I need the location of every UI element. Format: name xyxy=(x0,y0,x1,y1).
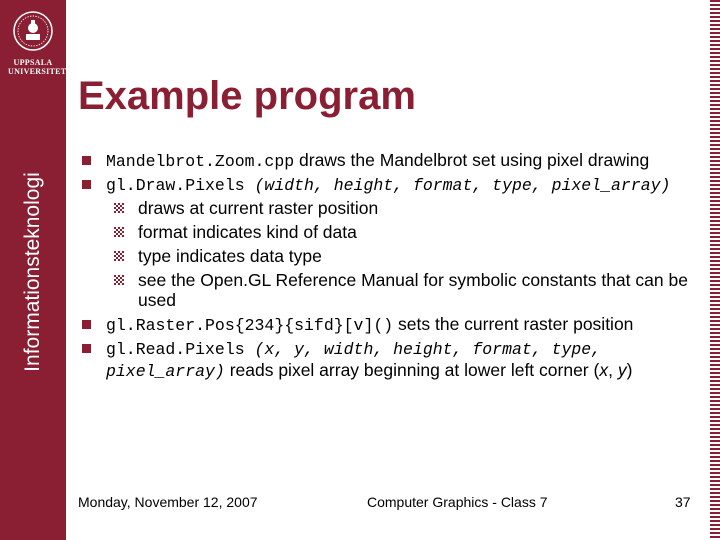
footer-course: Computer Graphics - Class 7 xyxy=(367,494,548,510)
sub-bullet-3-text: type indicates data type xyxy=(138,246,322,266)
logo-line-1: UPPSALA xyxy=(13,58,53,67)
bullet-2 xyxy=(80,174,710,196)
slide-title: Example program xyxy=(78,74,416,118)
sub-bullet-4 xyxy=(80,270,710,310)
bullet-4 xyxy=(80,338,710,382)
bullet-3 xyxy=(80,314,710,336)
bullet-3-text: sets the current raster position xyxy=(393,314,634,334)
bullet-4-code: gl.Read.Pixels xyxy=(106,340,245,359)
bullet-2-code: gl.Draw.Pixels xyxy=(106,176,245,195)
sub-bullet-4-text: see the Open.GL Reference Manual for symbolic constants that can be used xyxy=(138,270,688,310)
logo-line-2: UNIVERSITET xyxy=(8,67,67,76)
university-logo xyxy=(8,10,67,100)
sub-bullet-2-text: format indicates kind of data xyxy=(138,222,357,242)
footer-date: Monday, November 12, 2007 xyxy=(78,494,258,510)
square-bullet-icon xyxy=(82,320,91,329)
bullet-4-x: x xyxy=(599,360,609,380)
sub-bullet-2 xyxy=(80,222,710,242)
sub-bullet-1-text: draws at current raster position xyxy=(138,198,379,218)
sidebar xyxy=(0,0,66,540)
bullet-1-code: Mandelbrot.Zoom.cpp xyxy=(106,152,295,171)
square-bullet-icon xyxy=(82,180,91,189)
bullet-1-text: draws the Mandelbrot set using pixel drawing xyxy=(294,150,650,170)
dot-bullet-icon xyxy=(114,251,124,261)
bullet-4-comma: , xyxy=(608,360,618,380)
bullet-4-text: reads pixel array beginning at lower left corner ( xyxy=(224,360,600,380)
slide-content xyxy=(80,150,710,384)
square-bullet-icon xyxy=(82,156,91,165)
bullet-2-args: (width, height, format, type, pixel_array) xyxy=(244,176,671,195)
dot-bullet-icon xyxy=(114,275,124,285)
dot-bullet-icon xyxy=(114,203,124,213)
sidebar-vertical-label: Informationsteknologi xyxy=(21,172,44,372)
right-striped-border xyxy=(710,0,720,540)
sub-bullet-3 xyxy=(80,246,710,266)
bullet-4-args: (x, y, width, height, format, type, pixel_array) xyxy=(106,340,602,381)
sub-bullet-1 xyxy=(80,198,710,218)
square-bullet-icon xyxy=(82,344,91,353)
bullet-1 xyxy=(80,150,710,172)
bullet-4-y: y xyxy=(617,360,627,380)
footer-page-number: 37 xyxy=(675,494,691,510)
dot-bullet-icon xyxy=(114,227,124,237)
bullet-4-close: ) xyxy=(626,360,633,380)
university-seal-icon xyxy=(12,10,54,52)
bullet-3-code: gl.Raster.Pos{234}{sifd}[v]() xyxy=(106,316,394,335)
